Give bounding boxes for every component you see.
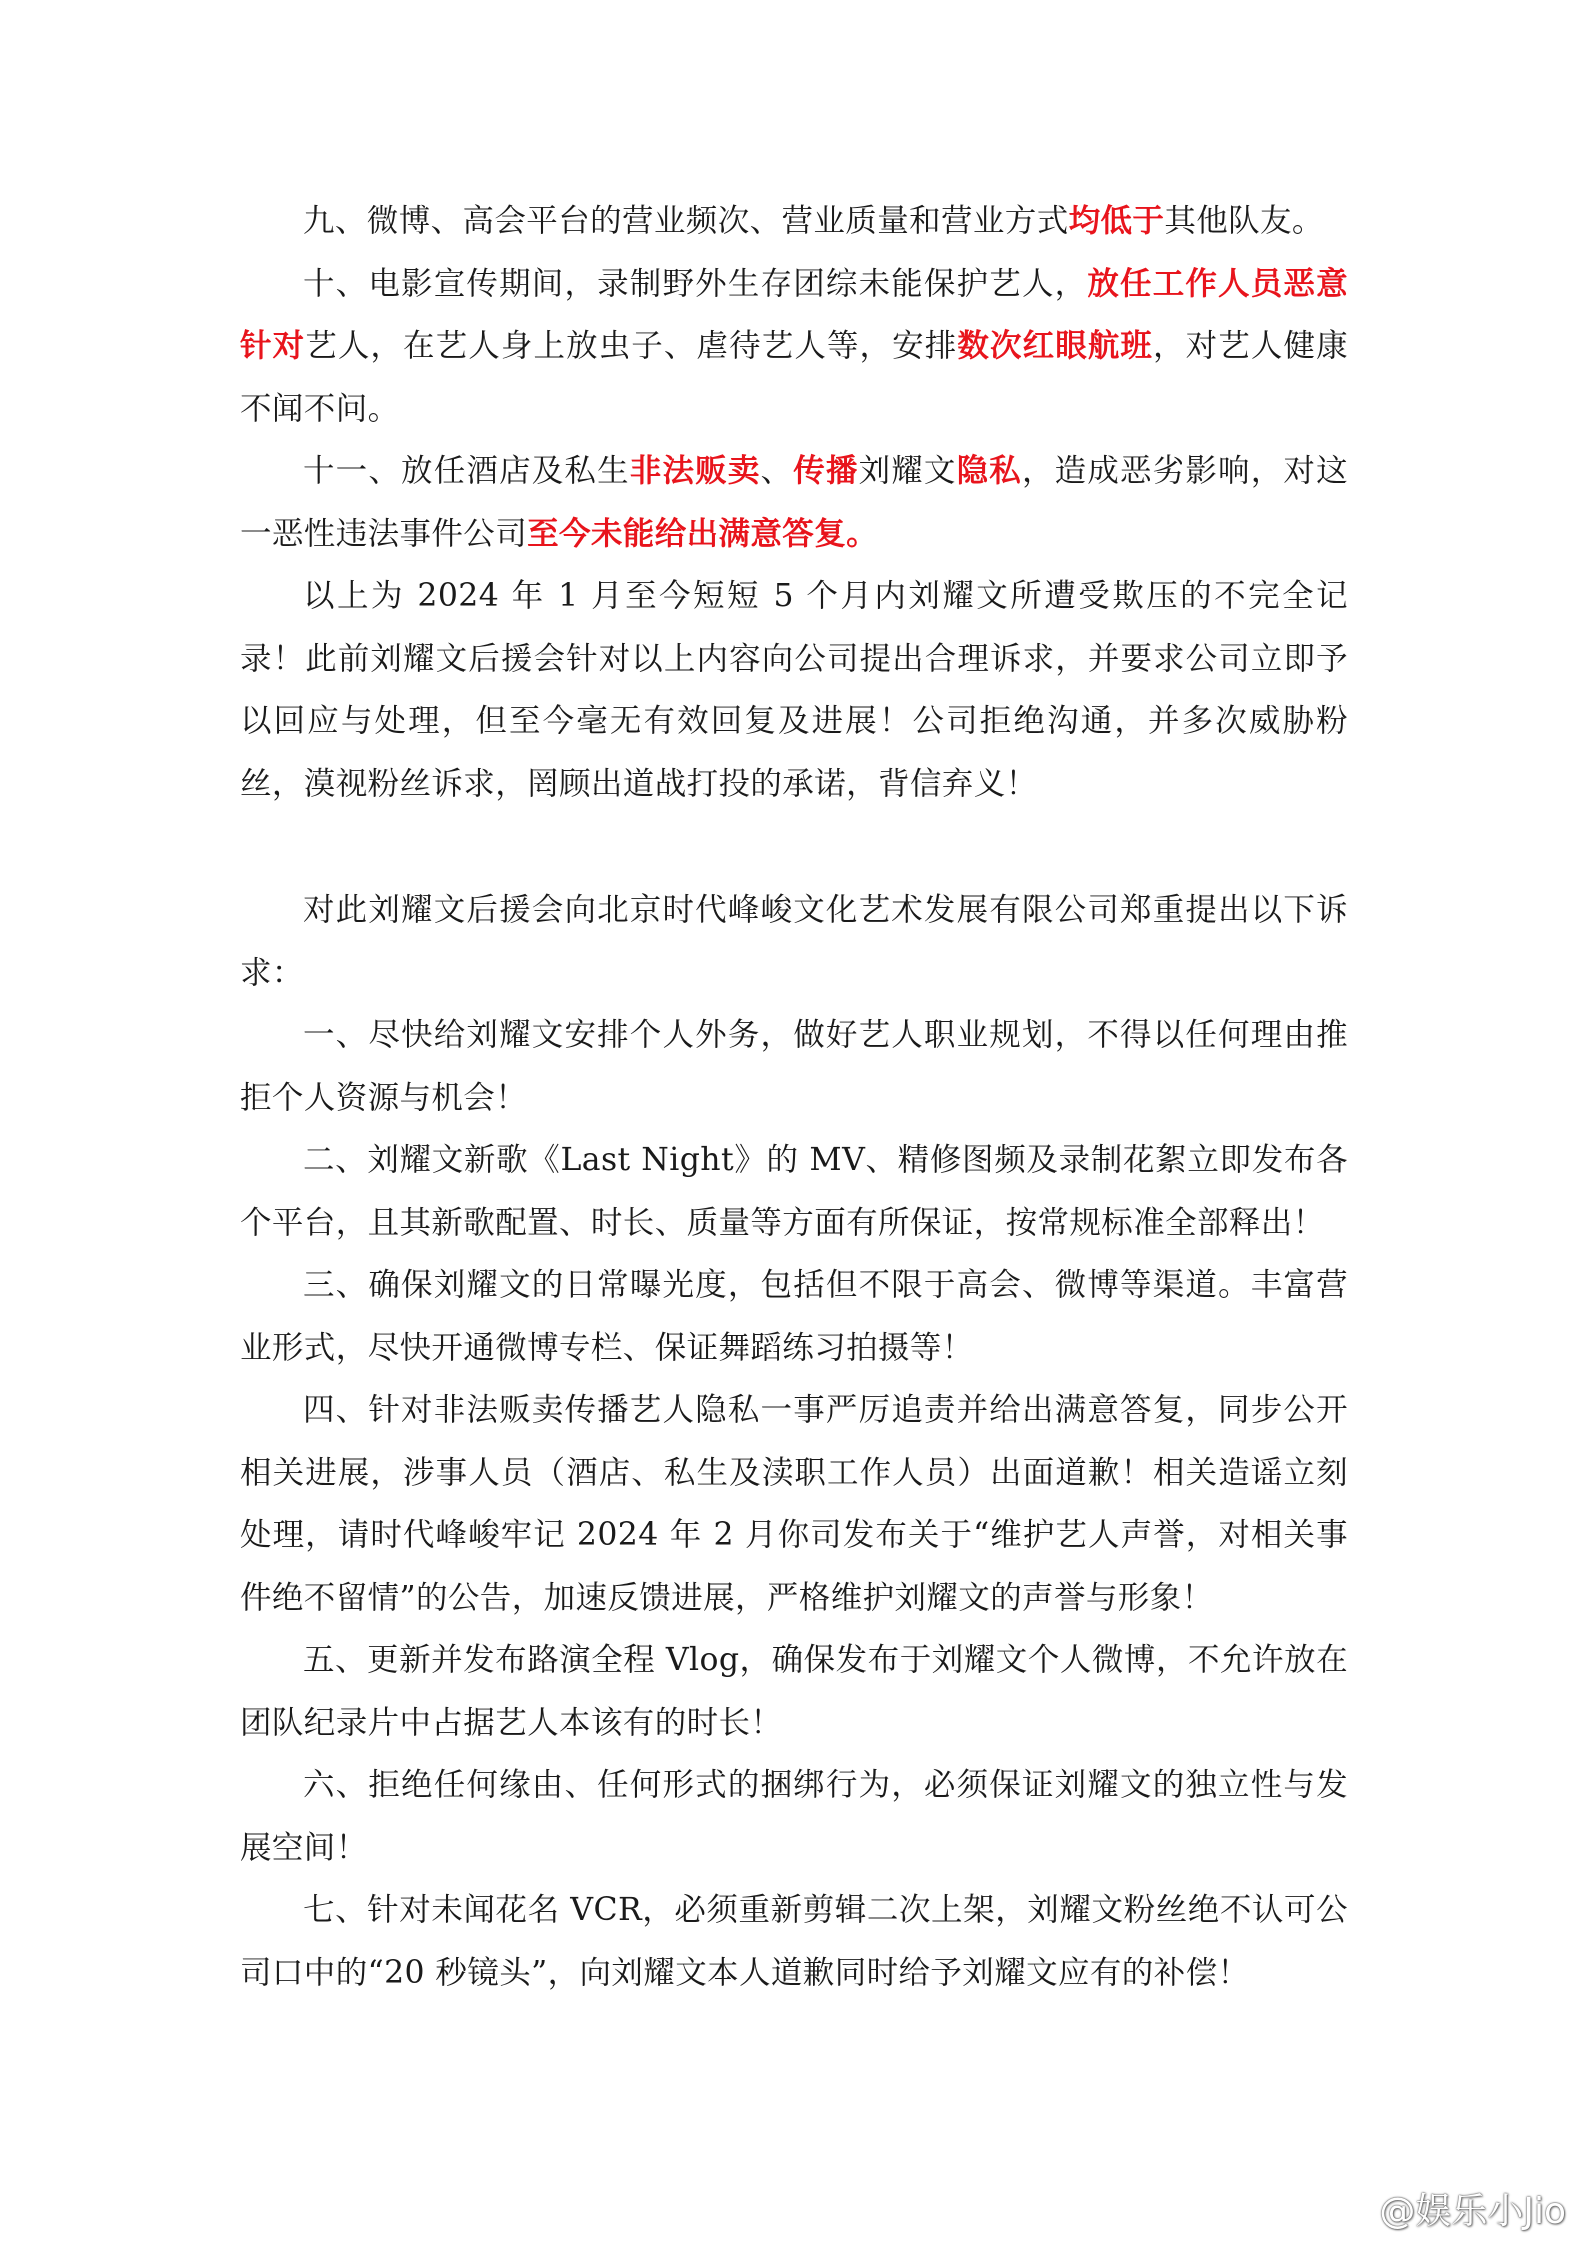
highlighted-text: 至今未能给出满意答复。 <box>527 514 879 552</box>
highlighted-text: 放任工作人员恶意针对 <box>240 264 1348 364</box>
paragraph-text: 刘耀文 <box>858 453 957 489</box>
paragraph-text: ，造成恶劣影响，对这一恶性违法事件公司 <box>240 453 1348 552</box>
paragraph-text: 二、刘耀文新歌《Last Night》的 MV、精修图频及录制花絮立即发布各个平台，且其新歌配置、时长、质量等方面有所保证，按常规标准全部释出！ <box>240 1142 1348 1241</box>
paragraph-text: 一、尽快给刘耀文安排个人外务，做好艺人职业规划，不得以任何理由推拒个人资源与机会！ <box>240 1017 1348 1116</box>
paragraph-11 <box>240 440 1348 565</box>
summary-paragraph <box>240 565 1348 815</box>
watermark-text: @娱乐小Jio <box>1379 2190 1566 2232</box>
paragraph-text: 五、更新并发布路演全程 Vlog，确保发布于刘耀文个人微博，不允许放在团队纪录片中占据艺人本该有的时长！ <box>240 1642 1348 1741</box>
paragraph-text: 七、针对未闻花名 VCR，必须重新剪辑二次上架，刘耀文粉丝绝不认可公司口中的“20 秒镜头”，向刘耀文本人道歉同时给予刘耀文应有的补偿！ <box>240 1892 1348 1991</box>
weibo-icon <box>1321 2187 1371 2229</box>
paragraph-text: 四、针对非法贩卖传播艺人隐私一事严厉追责并给出满意答复，同步公开相关进展，涉事人员（酒店、私生及渎职工作人员）出面道歉！相关造谣立刻处理，请时代峰峻牢记 2024 年 2 月你司发布关于“维护艺人声誉，对相关事件绝不留情”的公告，加速反馈进展，严格维护刘耀文的声誉与形象！ <box>240 1392 1348 1616</box>
demand-5 <box>240 1629 1348 1754</box>
highlighted-text: 传播 <box>793 452 859 489</box>
highlighted-text: 均低于 <box>1068 202 1165 239</box>
paragraph-text: 十、电影宣传期间，录制野外生存团综未能保护艺人， <box>303 265 1088 302</box>
paragraph-text: 六、拒绝任何缘由、任何形式的捆绑行为，必须保证刘耀文的独立性与发展空间！ <box>240 1767 1348 1866</box>
watermark <box>1321 2180 1566 2236</box>
highlighted-text: 数次红眼航班 <box>957 327 1154 364</box>
document-page <box>240 190 1348 2004</box>
paragraph-text: 、 <box>760 453 794 489</box>
paragraph-10 <box>240 253 1348 441</box>
paragraph-text: 以上为 2024 年 1 月至今短短 5 个月内刘耀文所遭受欺压的不完全记录！此前刘耀文后援会针对以上内容向公司提出合理诉求，并要求公司立即予以回应与处理，但至今毫无有效回复及进展！公司拒绝沟通，并多次威胁粉丝，漠视粉丝诉求，罔顾出道战打投的承诺，背信弃义！ <box>240 578 1348 802</box>
paragraph-9 <box>240 190 1348 253</box>
demand-1 <box>240 1004 1348 1129</box>
demand-2 <box>240 1129 1348 1254</box>
paragraph-text: 其他队友。 <box>1164 203 1324 239</box>
demand-7 <box>240 1879 1348 2004</box>
paragraph-text: 艺人，在艺人身上放虫子、虐待艺人等，安排 <box>305 328 958 364</box>
demand-4 <box>240 1379 1348 1629</box>
demand-3 <box>240 1254 1348 1379</box>
highlighted-text: 非法贩卖 <box>629 452 761 489</box>
paragraph-text: ，对艺人健康不闻不问。 <box>240 328 1348 427</box>
demand-6 <box>240 1754 1348 1879</box>
paragraph-text: 十一、放任酒店及私生 <box>303 453 630 489</box>
paragraph-gap <box>240 815 1348 879</box>
highlighted-text: 隐私 <box>956 452 1022 489</box>
paragraph-text: 对此刘耀文后援会向北京时代峰峻文化艺术发展有限公司郑重提出以下诉求： <box>240 892 1348 991</box>
paragraph-text: 九、微博、高会平台的营业频次、营业质量和营业方式 <box>303 203 1069 239</box>
paragraph-text: 三、确保刘耀文的日常曝光度，包括但不限于高会、微博等渠道。丰富营业形式，尽快开通微博专栏、保证舞蹈练习拍摄等！ <box>240 1267 1348 1366</box>
demands-intro <box>240 879 1348 1004</box>
